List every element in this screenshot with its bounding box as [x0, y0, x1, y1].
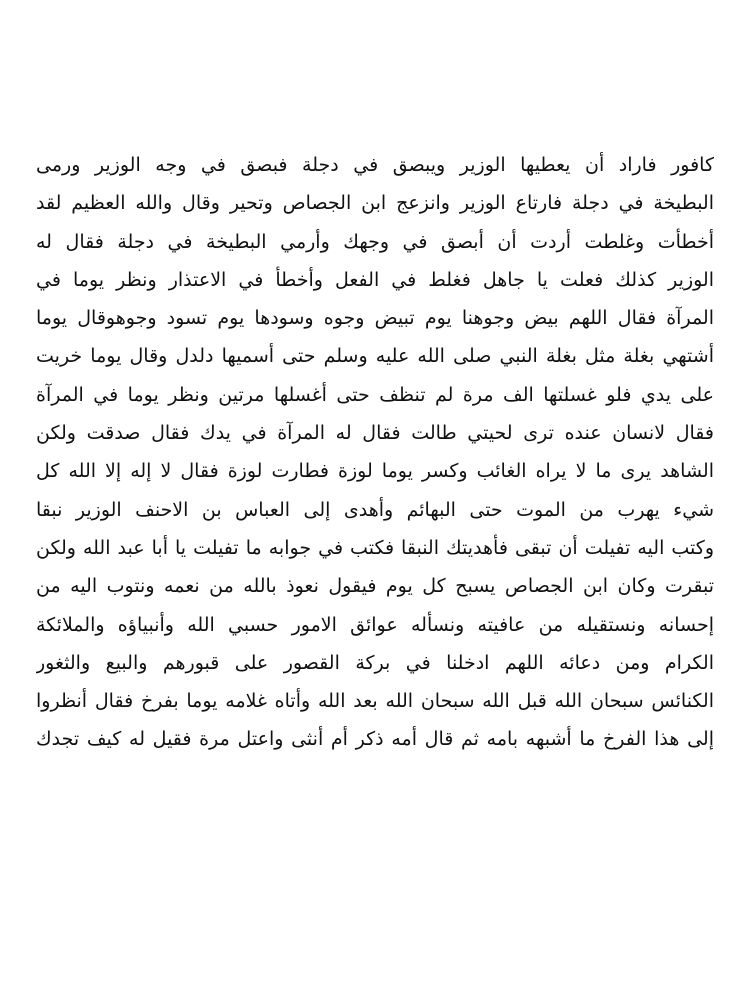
text-line: على يدي فلو غسلتها الف مرة لم تنظف حتى أغسلها مرتين ونظر يوما في المرآة — [36, 383, 714, 406]
text-line: إلى هذا الفرخ ما أشبهه بامه ثم قال أمه ذكر أم أنثى واعتل مرة فقيل له كيف تجدك — [36, 728, 714, 751]
body-text — [36, 146, 714, 759]
text-line: المرآة فقال اللهم بيض وجوهنا يوم تبيض وجوه وسودها يوم تسود وجوهوقال يوما — [36, 307, 714, 330]
text-line: تبقرت وكان ابن الجصاص يسبح كل يوم فيقول نعوذ بالله من نعمه ونتوب اليه من — [36, 575, 714, 598]
text-line: شيء يهرب من الموت حتى البهائم وأهدى إلى العباس بن الاحنف الوزير نبقا — [36, 498, 714, 521]
text-line: إحسانه ونستقيله من عافيته ونسأله عوائق الامور حسبي الله وأنبياؤه والملائكة — [36, 613, 714, 636]
text-line: فقال لانسان عنده ترى لحيتي طالت فقال له المرآة في يدك فقال صدقت ولكن — [36, 422, 714, 445]
text-line: الوزير كذلك فعلت يا جاهل فغلط في الفعل وأخطأ في الاعتذار ونظر يوما في — [36, 268, 714, 291]
text-line: البطيخة في دجلة فارتاع الوزير وانزعج ابن الجصاص وتحير وقال والله العظيم لقد — [36, 192, 714, 215]
text-line: الشاهد يرى ما لا يراه الغائب وكسر يوما لوزة فطارت لوزة فقال لا إله إلا الله كل — [36, 460, 714, 483]
text-line: كافور فاراد أن يعطيها الوزير ويبصق في دجلة فبصق في وجه الوزير ورمى — [36, 154, 714, 176]
text-line: الكرام ومن دعائه اللهم ادخلنا في بركة القصور على قبورهم والبيع والثغور — [36, 651, 714, 674]
text-line: الكنائس سبحان الله قبل الله سبحان الله بعد الله وأتاه غلامه يوما بفرخ فقال أنظروا — [36, 690, 714, 713]
text-line: أشتهي بغلة مثل بغلة النبي صلى الله عليه وسلم حتى أسميها دلدل وقال يوما خريت — [36, 345, 714, 368]
text-line: أخطأت وغلطت أردت أن أبصق في وجهك وأرمي البطيخة في دجلة فقال له — [36, 230, 714, 253]
text-line: وكتب اليه تفيلت أن تبقى فأهديتك النبقا فكتب في جوابه ما تفيلت يا أبا عبد الله ولكن — [36, 536, 714, 559]
